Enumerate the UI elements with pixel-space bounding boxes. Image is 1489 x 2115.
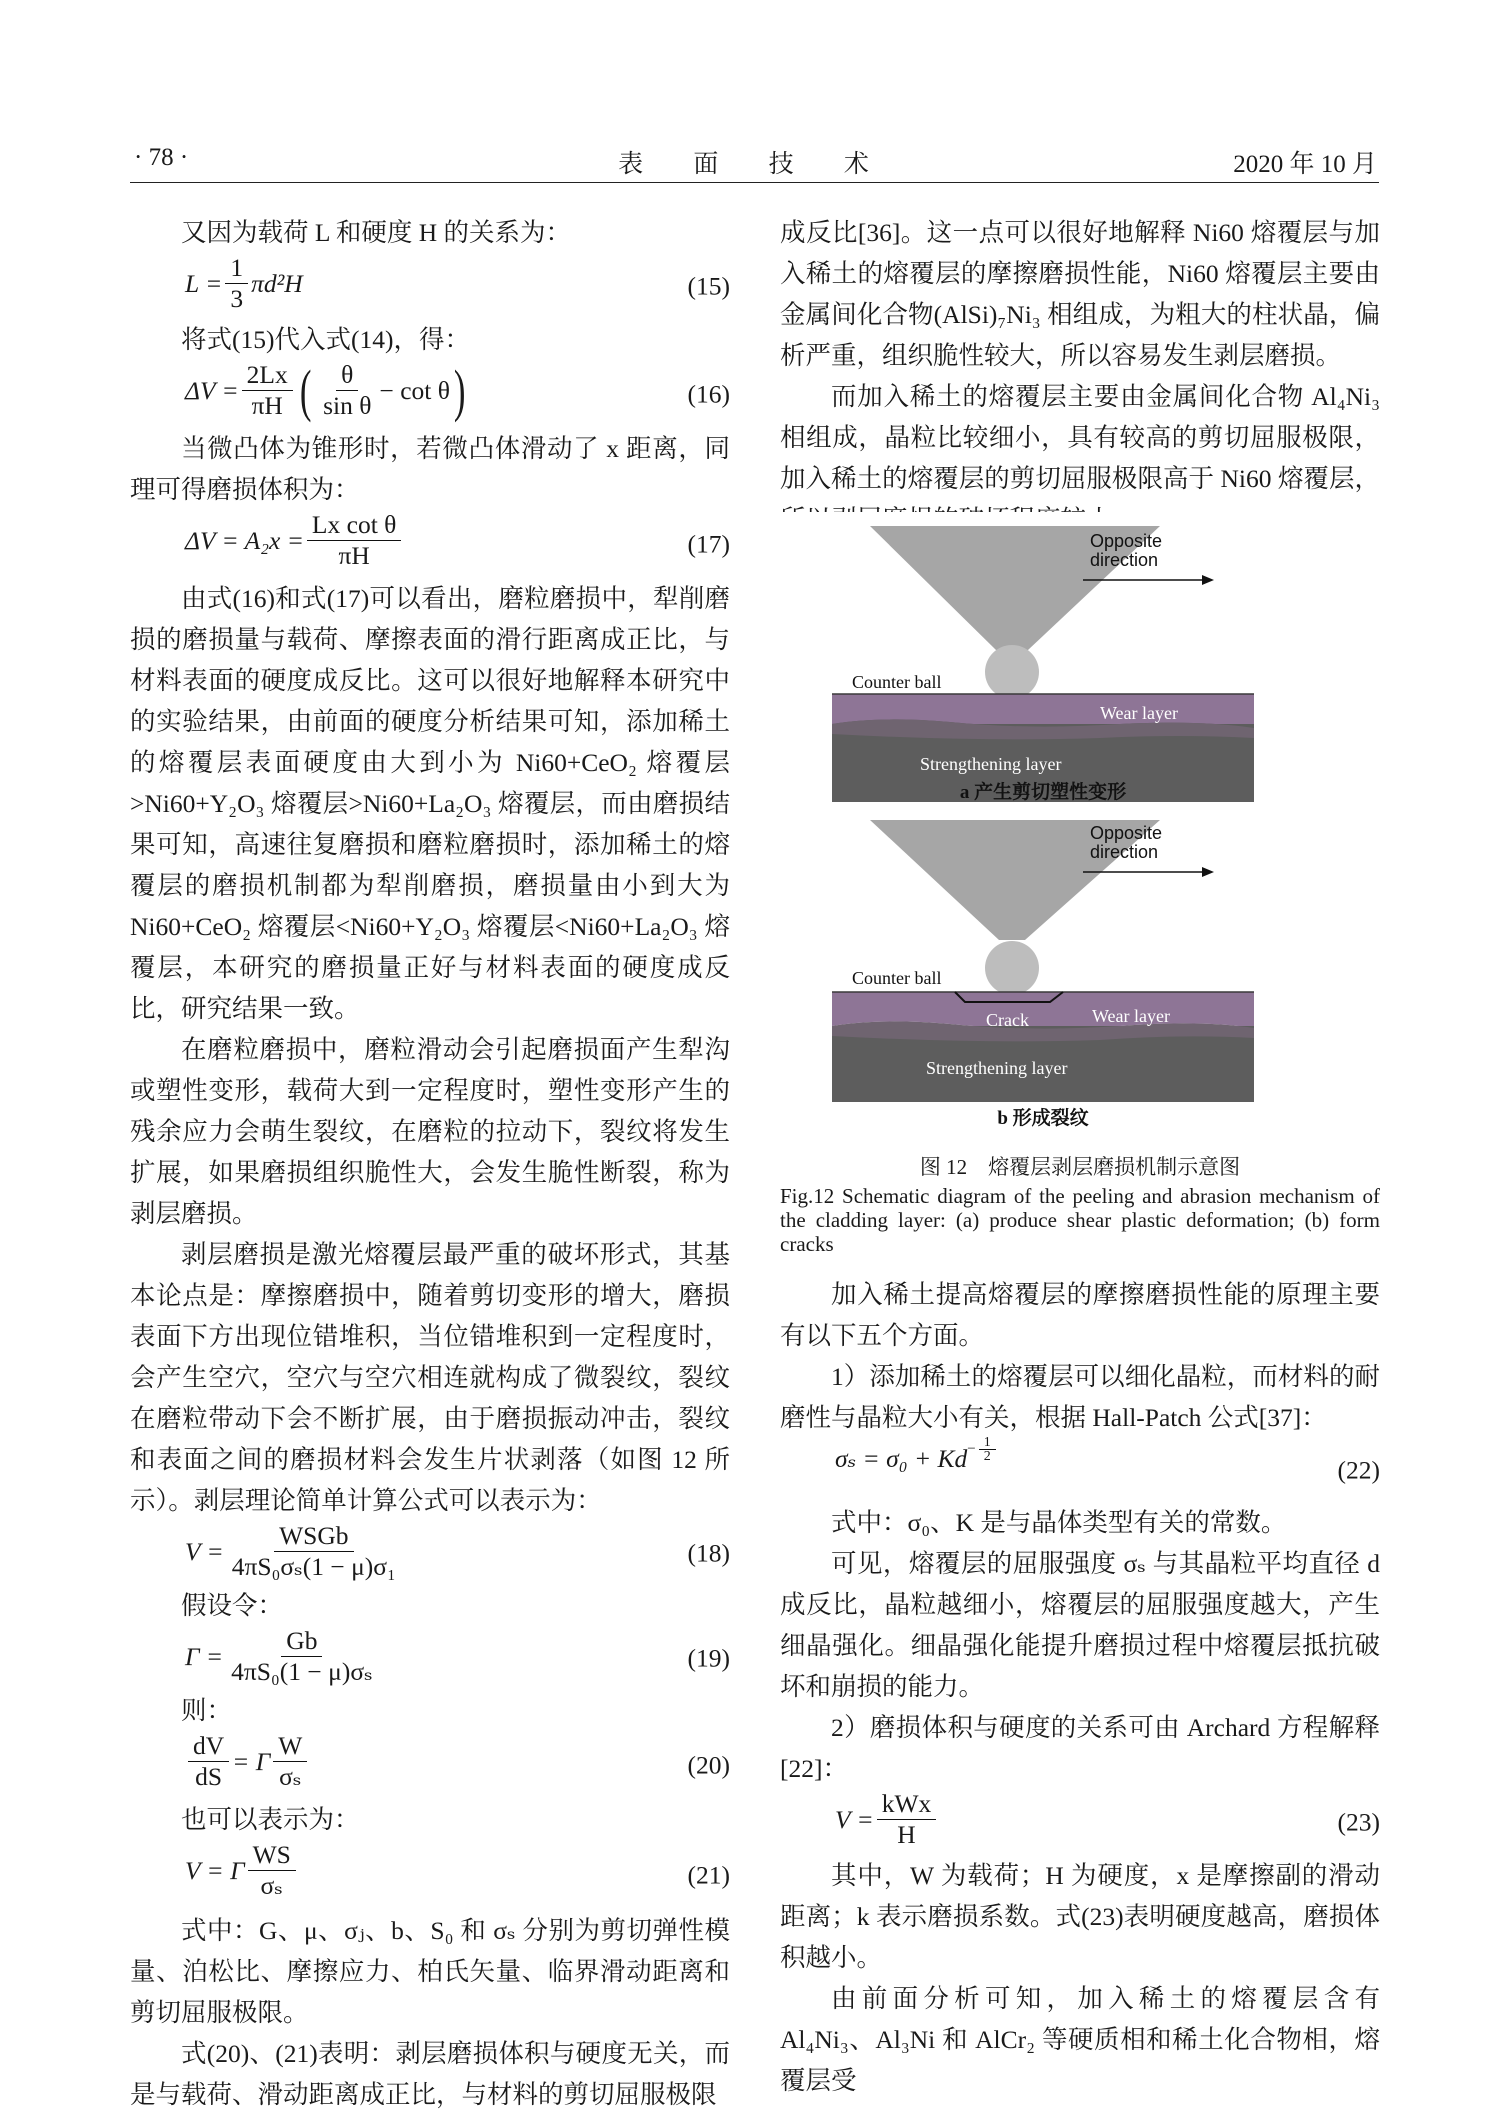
denominator: σₛ	[279, 1762, 302, 1791]
paragraph: 由前面分析可知，加入稀土的熔覆层含有 Al₄Ni₃、Al₃Ni 和 AlCr₂ 等硬质相和稀土化合物相，熔覆层受	[780, 1984, 1380, 2095]
eq-lhs: L =	[185, 269, 223, 298]
fraction	[979, 1436, 996, 1463]
counter-ball-label: Counter ball	[852, 968, 942, 988]
numerator: θ	[336, 360, 358, 391]
paragraph: 将式(15)代入式(14)，得：	[181, 325, 470, 354]
paragraph: 由式(16)和式(17)可以看出，磨粒磨损中，犁削磨损的磨损量与载荷、摩擦表面的滑行距离成正比，与材料表面的硬度成反比。这可以很好地解释本研究中的实验结果，由前面的硬度分析结果可知，添加稀土的熔覆层表面硬度由大到小为 Ni60+CeO₂ 熔覆层>Ni60+Y₂O₃ 熔覆层>Ni60+La₂O₃ 熔覆层，而由磨损结果可知，高速往复磨损和磨粒磨损时，添加稀土的熔覆层的磨损机制都为犁削磨损，磨损量由小到大为 Ni60+CeO₂ 熔覆层<Ni60+Y₂O₃ 熔覆层<Ni60+La₂O₃ 熔覆层，本研究的磨损量正好与材料表面的硬度成反比，研究结果一致。	[130, 584, 730, 1023]
equation-number: (16)	[687, 379, 730, 409]
paragraph: 假设令：	[181, 1591, 284, 1620]
fraction	[242, 360, 293, 421]
figure-12b-svg	[780, 812, 1380, 1142]
fraction	[307, 510, 401, 571]
equation-number: (21)	[687, 1860, 730, 1890]
equation-18	[130, 1521, 730, 1585]
equation-number: (15)	[687, 271, 730, 301]
equation-number: (17)	[687, 529, 730, 559]
eq-mid: = Γ	[232, 1747, 271, 1776]
figure-caption-cn: 图 12 熔覆层剥层磨损机制示意图	[919, 1155, 1241, 1179]
paragraph: 式中：σ₀、K 是与晶体类型有关的常数。	[831, 1508, 1287, 1537]
paragraph: 也可以表示为：	[181, 1805, 360, 1834]
exp-sign: −	[967, 1441, 976, 1457]
equation-19	[130, 1626, 730, 1690]
numerator: 1	[979, 1436, 996, 1450]
numerator: dV	[188, 1731, 229, 1762]
right-column	[780, 212, 1380, 540]
denominator: 4πS₀σₛ(1 − μ)σ₁	[231, 1552, 396, 1581]
fraction	[225, 253, 248, 314]
fraction	[226, 1626, 378, 1687]
panel-a-caption: a 产生剪切塑性变形	[959, 782, 1127, 803]
denominator: 4πS₀(1 − μ)σₛ	[231, 1657, 373, 1686]
eq-lhs: ΔV =	[185, 376, 239, 405]
paragraph: 可见，熔覆层的屈服强度 σₛ 与其晶粒平均直径 d 成反比，晶粒越细小，熔覆层的屈服强度越大，产生细晶强化。细晶强化能提升磨损过程中熔覆层抵抗破坏和崩损的能力。	[780, 1549, 1380, 1701]
eq-rest: − cot θ	[379, 376, 450, 405]
wear-layer-label: Wear layer	[1092, 1006, 1170, 1026]
fraction	[248, 1840, 296, 1901]
eq-lhs: V =	[835, 1805, 874, 1834]
arrow-head-icon	[1202, 867, 1214, 877]
fraction	[188, 1731, 229, 1792]
fraction	[318, 360, 376, 421]
eq-lhs: σₛ = σ₀ + Kd	[835, 1444, 968, 1473]
eq-lhs: V = Γ	[185, 1856, 245, 1885]
equation-22	[780, 1435, 1380, 1502]
paragraph: 又因为载荷 L 和硬度 H 的关系为：	[181, 218, 572, 247]
equation-21	[130, 1840, 730, 1910]
issue-date: 2020 年 10 月	[1233, 151, 1377, 178]
equation-23	[780, 1789, 1380, 1855]
denominator: πH	[251, 391, 283, 420]
eq-lhs: ΔV = A₂x =	[185, 526, 304, 555]
journal-title: 表 面 技 术	[618, 151, 891, 178]
numerator: W	[273, 1731, 307, 1762]
page-header	[130, 142, 1379, 183]
fraction	[273, 1731, 307, 1792]
denominator: dS	[195, 1762, 223, 1791]
eq-lhs: Γ =	[185, 1642, 224, 1671]
equation-20	[130, 1731, 730, 1799]
direction-label: direction	[1090, 550, 1159, 570]
strengthening-layer-label: Strengthening layer	[926, 1058, 1068, 1078]
paragraph: 加入稀土提高熔覆层的摩擦磨损性能的原理主要有以下五个方面。	[780, 1280, 1380, 1350]
paragraph: 则：	[181, 1696, 233, 1725]
paragraph: 式中：G、μ、σⱼ、b、S₀ 和 σₛ 分别为剪切弹性模量、泊松比、摩擦应力、柏氏矢量、临界滑动距离和剪切屈服极限。	[130, 1916, 730, 2027]
equation-16	[130, 357, 730, 428]
left-column	[130, 212, 730, 2115]
numerator: WS	[248, 1840, 296, 1871]
denominator: σₛ	[260, 1871, 283, 1900]
numerator: kWx	[877, 1789, 937, 1820]
direction-label: direction	[1090, 842, 1159, 862]
counter-ball	[985, 941, 1039, 995]
paragraph: 式(20)、(21)表明：剥层磨损体积与硬度无关，而是与载荷、滑动距离成正比，与材料的剪切屈服极限	[130, 2039, 730, 2109]
arrow-head-icon	[1202, 575, 1214, 585]
paragraph: 剥层磨损是激光熔覆层最严重的破坏形式，其基本论点是：摩擦磨损中，随着剪切变形的增大，磨损表面下方出现位错堆积，当位错堆积到一定程度时，会产生空穴，空穴与空穴相连就构成了微裂纹，裂纹在磨粒带动下会不断扩展，由于磨损振动冲击，裂纹和表面之间的磨损材料会发生片状剥落（如图 12 所示）。剥层理论简单计算公式可以表示为：	[130, 1240, 730, 1515]
numerator: 2Lx	[242, 360, 293, 391]
equation-number: (18)	[687, 1538, 730, 1568]
fraction	[877, 1789, 937, 1850]
strengthening-layer-label: Strengthening layer	[920, 754, 1062, 774]
opposite-label: Opposite	[1090, 531, 1163, 551]
denominator: H	[897, 1820, 916, 1849]
paragraph: 而加入稀土的熔覆层主要由金属间化合物 Al₄Ni₃ 相组成，晶粒比较细小，具有较高的剪切屈服极限，加入稀土的熔覆层的剪切屈服极限高于 Ni60 熔覆层，	[780, 382, 1380, 493]
fraction	[227, 1521, 401, 1582]
paren: (	[299, 357, 312, 423]
eq-rest: πd²H	[251, 269, 303, 298]
paren: )	[453, 357, 466, 423]
opposite-label: Opposite	[1090, 823, 1163, 843]
crack-label: Crack	[986, 1010, 1029, 1030]
numerator: WSGb	[274, 1521, 353, 1552]
panel-a	[832, 526, 1254, 803]
page-number: · 78 ·	[134, 144, 189, 171]
numerator: 1	[225, 253, 248, 284]
paragraph: 1）添加稀土的熔覆层可以细化晶粒，而材料的耐磨性与晶粒大小有关，根据 Hall-Patch 公式[37]：	[780, 1362, 1380, 1432]
panel-b-caption: b 形成裂纹	[997, 1108, 1089, 1129]
figure-caption-en: Fig.12 Schematic diagram of the peeling and abrasion mechanism of the cladding layer: (a) produce shear plastic deformation; (b) form cracks	[780, 1184, 1380, 1256]
numerator: Lx cot θ	[307, 510, 401, 541]
figure-12b-canvas	[780, 812, 1380, 1142]
paragraph: 其中，W 为载荷；H 为硬度，x 是摩擦副的滑动距离；k 表示磨损系数。式(23)表明硬度越高，磨损体积越小。	[780, 1861, 1380, 1972]
paragraph: 在磨粒磨损中，磨粒滑动会引起磨损面产生犁沟或塑性变形，载荷大到一定程度时，塑性变形产生的残余应力会萌生裂纹，在磨粒的拉动下，裂纹将发生扩展，如果磨损组织脆性大，会发生脆性断裂，称为剥层磨损。	[130, 1035, 730, 1228]
denominator: 3	[230, 284, 244, 313]
right-column-lower	[780, 1142, 1380, 2101]
counter-ball-label: Counter ball	[852, 672, 942, 692]
equation-number: (20)	[687, 1750, 730, 1780]
equation-15	[130, 253, 730, 319]
paragraph: 成反比[36]。这一点可以很好地解释 Ni60 熔覆层与加入稀土的熔覆层的摩擦磨损性能，Ni60 熔覆层主要由金属间化合物(AlSi)₇Ni₃ 相组成，为粗大的柱状晶，偏析严重，组织脆性较大，所以容易发生剥层磨损。	[780, 218, 1380, 370]
paragraph: 2）磨损体积与硬度的关系可由 Archard 方程解释[22]：	[780, 1713, 1380, 1783]
denominator: πH	[338, 541, 370, 570]
numerator: Gb	[281, 1626, 322, 1657]
counter-ball	[985, 645, 1039, 699]
exponent	[967, 1436, 998, 1463]
eq-lhs: V =	[185, 1537, 224, 1566]
denominator: 2	[983, 1449, 991, 1464]
equation-number: (22)	[1337, 1455, 1380, 1485]
paragraph: 当微凸体为锥形时，若微凸体滑动了 x 距离，同理可得磨损体积为：	[130, 434, 730, 504]
equation-number: (19)	[687, 1643, 730, 1673]
denominator: sin θ	[323, 391, 372, 420]
equation-17	[130, 510, 730, 578]
equation-number: (23)	[1337, 1807, 1380, 1837]
wear-layer-label: Wear layer	[1100, 703, 1178, 723]
